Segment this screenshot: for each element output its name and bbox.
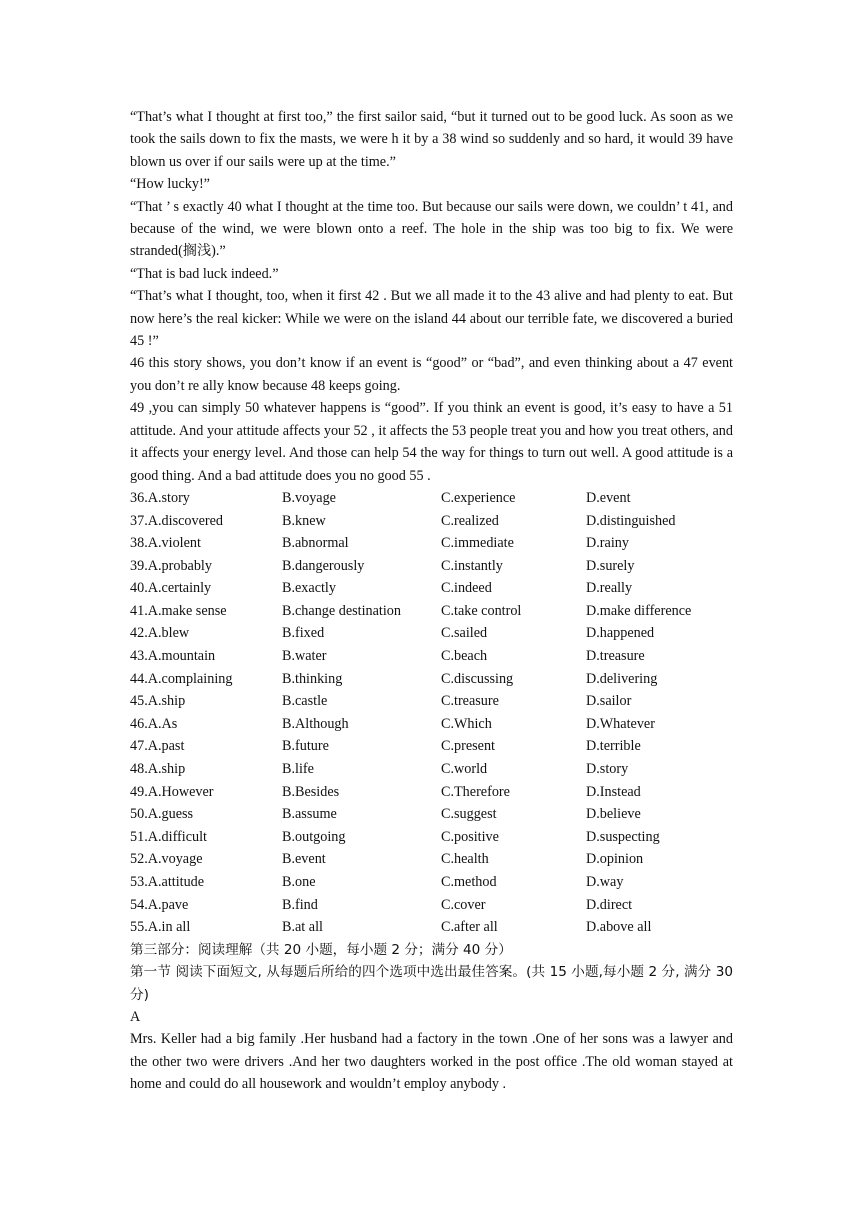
option-row — [130, 735, 733, 758]
option-d: D.make difference — [586, 602, 692, 619]
option-d: D.opinion — [586, 851, 644, 868]
option-a: 54.A.pave — [130, 896, 189, 913]
option-a: 51.A.difficult — [130, 828, 207, 845]
option-row — [130, 555, 733, 578]
option-d: D.distinguished — [586, 512, 676, 529]
passage-label: A — [130, 1009, 141, 1025]
passage-paragraph-5: “That’s what I thought, too, when it first 42 . But we all made it to the 43 alive and had plenty to eat. But now here’s the real kicker: While we were on the island 44 about our terrible fate, we discovered a buried 45 !” — [130, 288, 733, 350]
option-b: B.exactly — [282, 580, 336, 597]
option-d: D.way — [586, 874, 624, 890]
option-a: 36.A.story — [130, 489, 190, 506]
reading-passage-a: Mrs. Keller had a big family .Her husband had a factory in the town .One of her sons was a lawyer and the other two were drivers .And her two daughters worked in the post office .The old woman stayed at home and could do all housework and wouldn’t employ anybody . — [130, 1031, 733, 1093]
option-row — [130, 713, 733, 736]
option-d: D.terrible — [586, 738, 641, 755]
option-d: D.Instead — [586, 783, 641, 800]
option-b: B.knew — [282, 512, 326, 529]
option-b: B.life — [282, 761, 314, 778]
option-c: C.take control — [441, 602, 522, 619]
option-d: D.story — [586, 761, 629, 778]
option-b: B.one — [282, 874, 316, 890]
option-row — [130, 690, 733, 713]
option-c: C.after all — [441, 919, 498, 936]
option-a: 43.A.mountain — [130, 648, 216, 665]
option-b: B.change destination — [282, 602, 401, 619]
option-b: B.find — [282, 896, 318, 913]
options-table — [130, 487, 733, 939]
option-d: D.treasure — [586, 648, 645, 665]
option-a: 47.A.past — [130, 738, 185, 755]
option-c: C.indeed — [441, 580, 492, 597]
passage-paragraph-3: “That ’ s exactly 40 what I thought at the time too. But because our sails were down, we couldn’ t 41, and because of the wind, we were blown onto a reef. The hole in the ship was too big to fix. We were stranded(搁浅).” — [130, 198, 733, 260]
part3-heading: 第三部分：阅读理解（共 20 小题，每小题 2 分；满分 40 分） — [130, 941, 512, 958]
option-a: 40.A.certainly — [130, 580, 212, 597]
option-a: 45.A.ship — [130, 693, 186, 710]
option-c: C.realized — [441, 512, 499, 529]
option-c: C.health — [441, 851, 489, 868]
option-b: B.dangerously — [282, 557, 365, 574]
option-b: B.event — [282, 851, 326, 868]
option-c: C.suggest — [441, 806, 497, 823]
option-row — [130, 645, 733, 668]
option-row — [130, 871, 733, 894]
option-d: D.Whatever — [586, 715, 655, 732]
option-a: 52.A.voyage — [130, 851, 203, 868]
passage-paragraph-1: “That’s what I thought at first too,” the first sailor said, “but it turned out to be good luck. As soon as we took the sails down to fix the masts, we were h it by a 38 wind so suddenly and so hard, it would 39 have blown us over if our sails were up at the time.” — [130, 109, 733, 170]
passage-paragraph-6: 46 this story shows, you don’t know if an event is “good” or “bad”, and even thinking about a 47 event you don’t re ally know because 48 keeps going. — [130, 355, 733, 394]
option-b: B.Although — [282, 715, 349, 732]
option-b: B.outgoing — [282, 828, 346, 845]
option-a: 37.A.discovered — [130, 512, 223, 529]
option-a: 50.A.guess — [130, 806, 194, 823]
option-c: C.sailed — [441, 625, 488, 642]
option-d: D.delivering — [586, 670, 658, 687]
option-d: D.above all — [586, 919, 652, 936]
option-b: B.fixed — [282, 625, 325, 642]
option-row — [130, 487, 733, 510]
option-c: C.instantly — [441, 557, 503, 574]
option-row — [130, 758, 733, 781]
option-b: B.at all — [282, 919, 323, 936]
option-row — [130, 916, 733, 939]
option-a: 42.A.blew — [130, 625, 190, 642]
option-c: C.discussing — [441, 670, 514, 687]
option-d: D.happened — [586, 625, 655, 642]
option-row — [130, 826, 733, 849]
option-c: C.beach — [441, 648, 488, 665]
option-c: C.world — [441, 761, 488, 778]
document-page — [130, 106, 733, 1096]
option-c: C.immediate — [441, 535, 514, 552]
option-c: C.Therefore — [441, 783, 510, 800]
option-row — [130, 532, 733, 555]
option-d: D.sailor — [586, 693, 632, 710]
option-b: B.voyage — [282, 489, 336, 506]
option-d: D.surely — [586, 557, 635, 574]
option-d: D.believe — [586, 806, 641, 823]
option-b: B.future — [282, 738, 329, 755]
option-d: D.rainy — [586, 535, 629, 552]
option-a: 53.A.attitude — [130, 874, 205, 890]
option-b: B.thinking — [282, 670, 343, 687]
passage-paragraph-7: 49 ,you can simply 50 whatever happens is “good”. If you think an event is good, it’s easy to have a 51 attitude. And your attitude affects your 52 , it affects the 53 people treat you and how you treat others, and it affects your energy level. And those can help 54 the way for things to turn out well. A good attitude is a good thing. And a bad attitude does you no good 55 . — [130, 400, 733, 484]
option-a: 46.A.As — [130, 715, 178, 732]
option-row — [130, 803, 733, 826]
option-b: B.water — [282, 648, 327, 665]
option-a: 38.A.violent — [130, 535, 201, 552]
option-d: D.direct — [586, 896, 633, 913]
option-a: 55.A.in all — [130, 919, 191, 936]
option-row — [130, 622, 733, 645]
option-d: D.event — [586, 489, 631, 506]
section1-instructions: 第一节 阅读下面短文, 从每题后所给的四个选项中选出最佳答案。(共 15 小题,每小题 2 分, 满分 30 分) — [130, 964, 733, 1003]
option-b: B.castle — [282, 693, 328, 710]
option-row — [130, 894, 733, 917]
option-a: 44.A.complaining — [130, 670, 233, 687]
option-row — [130, 848, 733, 871]
option-d: D.really — [586, 580, 633, 597]
option-c: C.cover — [441, 896, 486, 913]
option-a: 41.A.make sense — [130, 602, 227, 619]
option-c: C.experience — [441, 489, 516, 506]
option-row — [130, 668, 733, 691]
option-d: D.suspecting — [586, 828, 660, 845]
option-a: 48.A.ship — [130, 761, 186, 778]
option-c: C.Which — [441, 715, 492, 732]
passage-paragraph-2: “How lucky!” — [130, 176, 210, 193]
option-b: B.assume — [282, 806, 337, 823]
option-row — [130, 781, 733, 804]
option-b: B.Besides — [282, 783, 340, 800]
option-b: B.abnormal — [282, 535, 349, 552]
option-c: C.positive — [441, 828, 499, 845]
option-row — [130, 510, 733, 533]
option-a: 39.A.probably — [130, 557, 212, 574]
option-row — [130, 600, 733, 623]
passage-paragraph-4: “That is bad luck indeed.” — [130, 265, 279, 282]
option-c: C.method — [441, 874, 497, 890]
option-c: C.treasure — [441, 693, 499, 710]
option-a: 49.A.However — [130, 783, 214, 800]
option-row — [130, 577, 733, 600]
option-c: C.present — [441, 738, 495, 755]
